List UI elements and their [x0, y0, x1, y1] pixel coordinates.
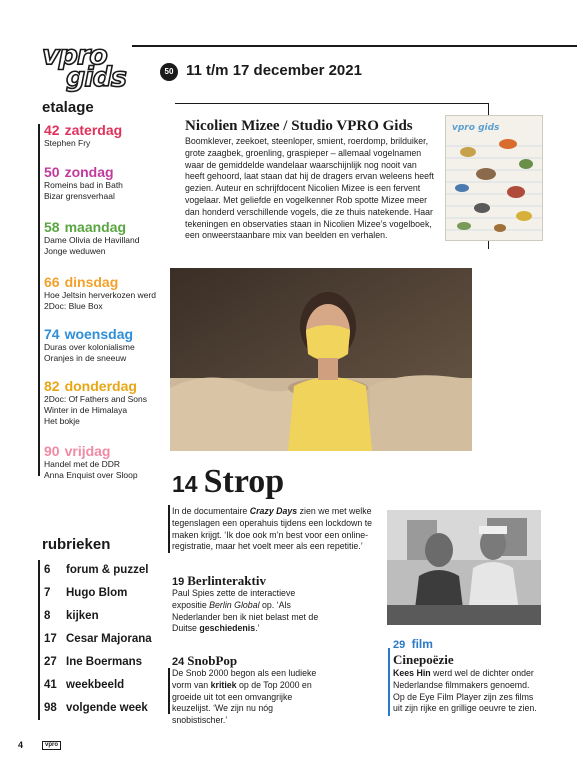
day-entry-dinsdag [44, 274, 184, 312]
cinepoezie-text: werd wel de dichter onder Nederlandse filmmakers genoemd. Op de Eye Film Player zijn zes films uit zijn rijke en grillige oeuvre te zien. [393, 668, 537, 714]
rubriek-label: kijken [66, 610, 99, 622]
snob-body [172, 668, 322, 727]
strop-body-text-2: zien we met welke tegenslagen een operahuis tijdens een lockdown te maken krijgt. ‘Ik doe ook m’n best voor een online-registratie, maar het voelt meer als een repetitie.’ [172, 506, 373, 552]
rubriek-page-number: 41 [44, 679, 57, 691]
berlin-body [172, 588, 322, 635]
rubriek-label: forum & puzzel [66, 564, 149, 576]
day-heading [44, 378, 184, 394]
cinepoezie-rule [388, 648, 390, 716]
logo-line-1: vpro [42, 40, 107, 71]
berlin-title: Berlinteraktiv [187, 573, 266, 588]
cinepoezie-section-label: film [411, 637, 433, 651]
day-page-number: 66 [44, 274, 60, 290]
strop-title: Strop [203, 463, 285, 500]
day-item: Hoe Jeltsin herverkozen werd [44, 290, 156, 300]
rubriek-item[interactable] [44, 679, 124, 691]
day-entry-vrijdag [44, 443, 184, 481]
feature-body: Boomklever, zeekoet, steenloper, smient, roerdomp, brilduiker, grote zaagbek, groenling, graspieper – allemaal vogelnamen waar de gemiddelde wandelaar waarschijnlijk nog nooit van heeft gehoord, laat staan dat hij de dragers ervan weleens heeft gezien. Auteur en schrijfdocent Nicolien Mizee is een fervent vogelaar. Met geliefde en vogelkenner Rob spotte Mizee meer dan honderd verschillende vogels, die ze thuis natekende. Haar tekeningen en observaties staan in Nicolien Mizee’s vogelboek, een onweerstaanbare mix van beelden en verhalen. [185, 136, 434, 241]
rubriek-page-number: 27 [44, 656, 57, 668]
rubriek-page-number: 98 [44, 702, 57, 714]
cinepoezie-body [393, 668, 543, 715]
day-item: Handel met de DDR [44, 459, 121, 469]
rubriek-page-number: 17 [44, 633, 57, 645]
cinepoezie-page-number: 29 [393, 639, 406, 651]
strop-body [172, 506, 387, 553]
day-heading [44, 443, 184, 459]
strop-body-text-1: In de documentaire [172, 506, 250, 516]
day-item: Anna Enquist over Sloop [44, 470, 138, 480]
day-heading [44, 219, 184, 235]
day-entry-maandag [44, 219, 184, 257]
cover-logo: vpro gids [452, 123, 500, 133]
issue-number-badge: 50 [160, 63, 178, 81]
rubriek-item[interactable] [44, 564, 148, 576]
berlin-page-number: 19 [172, 576, 185, 588]
cinepoezie-section [393, 637, 433, 651]
day-item: Het bokje [44, 416, 80, 426]
rubrieken-title: rubrieken [42, 536, 111, 553]
berlin-bold-word: geschiedenis [199, 623, 256, 634]
day-name: dinsdag [64, 274, 119, 290]
day-heading [44, 122, 184, 138]
berlin-text-2: op. ‘Als Nederlander ben ik niet belast met de Duitse [172, 599, 319, 634]
snob-rule [168, 668, 170, 714]
day-name: maandag [64, 219, 127, 235]
day-page-number: 50 [44, 164, 60, 180]
rubriek-label: Ine Boermans [66, 656, 143, 668]
rubriek-item[interactable] [44, 656, 142, 668]
rubriek-label: volgende week [66, 702, 148, 714]
rubriek-item[interactable] [44, 633, 152, 645]
rubriek-item[interactable] [44, 610, 99, 622]
berlin-text-3: .’ [255, 623, 260, 634]
cinepoezie-title: Cinepoëzie [393, 652, 454, 667]
day-entry-zondag [44, 164, 184, 202]
rubriek-page-number: 6 [44, 564, 51, 576]
day-item: Oranjes in de sneeuw [44, 353, 127, 363]
day-item: Dame Olivia de Havilland [44, 235, 140, 245]
snob-text-1: De Snob 2000 begon als een ludieke vorm van [172, 668, 317, 690]
day-item: 2Doc: Blue Box [44, 301, 103, 311]
header-rule [132, 45, 577, 47]
berlin-heading [172, 573, 266, 589]
strop-page-number: 14 [172, 471, 198, 497]
strop-doc-title: Crazy Days [249, 506, 298, 516]
day-item: Jonge weduwen [44, 246, 106, 256]
two-men-photo [387, 510, 541, 625]
snob-text-2: op de Top 2000 en groeide uit tot een omvangrijke keuzelijst. ‘We zijn nu nóg snobistischer.’ [172, 679, 312, 726]
rubriek-label: Hugo Blom [66, 587, 128, 599]
issue-dates: 11 t/m 17 december 2021 [186, 62, 362, 79]
berlin-text-1: Paul Spies zette de interactieve expositie [172, 588, 296, 610]
day-page-number: 74 [44, 326, 60, 342]
day-entry-donderdag [44, 378, 184, 427]
feature-title: Nicolien Mizee / Studio VPRO Gids [185, 118, 413, 134]
page-number: 4 [18, 740, 24, 750]
cinepoezie-name: Kees Hin [393, 668, 431, 678]
day-item: Duras over kolonialisme [44, 342, 135, 352]
berlin-exhibit-title: Berlin Global [209, 599, 260, 610]
day-name: donderdag [64, 378, 137, 394]
rubriek-page-number: 7 [44, 587, 51, 599]
rubriek-label: weekbeeld [66, 679, 125, 691]
cover-illustration [445, 115, 543, 241]
day-heading [44, 326, 184, 342]
snob-page-number: 24 [172, 656, 185, 668]
day-item: Romeins bad in Bath [44, 180, 123, 190]
day-name: vrijdag [64, 443, 111, 459]
day-item: 2Doc: Of Fathers and Sons [44, 394, 147, 404]
day-heading [44, 164, 184, 180]
snob-title: SnobPop [187, 653, 238, 668]
strop-heading [172, 463, 284, 501]
logo-line-2: gids [66, 62, 126, 93]
snob-heading [172, 653, 237, 669]
day-page-number: 42 [44, 122, 60, 138]
footer-logo: vpro [42, 741, 61, 750]
day-name: zaterdag [64, 122, 123, 138]
rubriek-item[interactable] [44, 587, 127, 599]
day-entry-zaterdag [44, 122, 184, 149]
woman-mask-photo [170, 268, 472, 451]
day-name: woensdag [64, 326, 134, 342]
day-item: Bizar grensverhaal [44, 191, 115, 201]
rubriek-label: Cesar Majorana [66, 633, 152, 645]
day-page-number: 58 [44, 219, 60, 235]
rubrieken-divider [38, 560, 40, 720]
day-name: zondag [64, 164, 114, 180]
rubriek-page-number: 8 [44, 610, 51, 622]
day-item: Winter in de Himalaya [44, 405, 128, 415]
day-item: Stephen Fry [44, 138, 91, 148]
snob-bold-word: kritiek [210, 679, 237, 690]
sidebar-divider [38, 124, 40, 476]
vpro-gids-logo [42, 42, 144, 94]
strop-rule [168, 505, 170, 553]
rubriek-item[interactable] [44, 702, 148, 714]
day-page-number: 82 [44, 378, 60, 394]
day-page-number: 90 [44, 443, 60, 459]
day-entry-woensdag [44, 326, 184, 364]
day-heading [44, 274, 184, 290]
sidebar-title: etalage [42, 99, 94, 116]
